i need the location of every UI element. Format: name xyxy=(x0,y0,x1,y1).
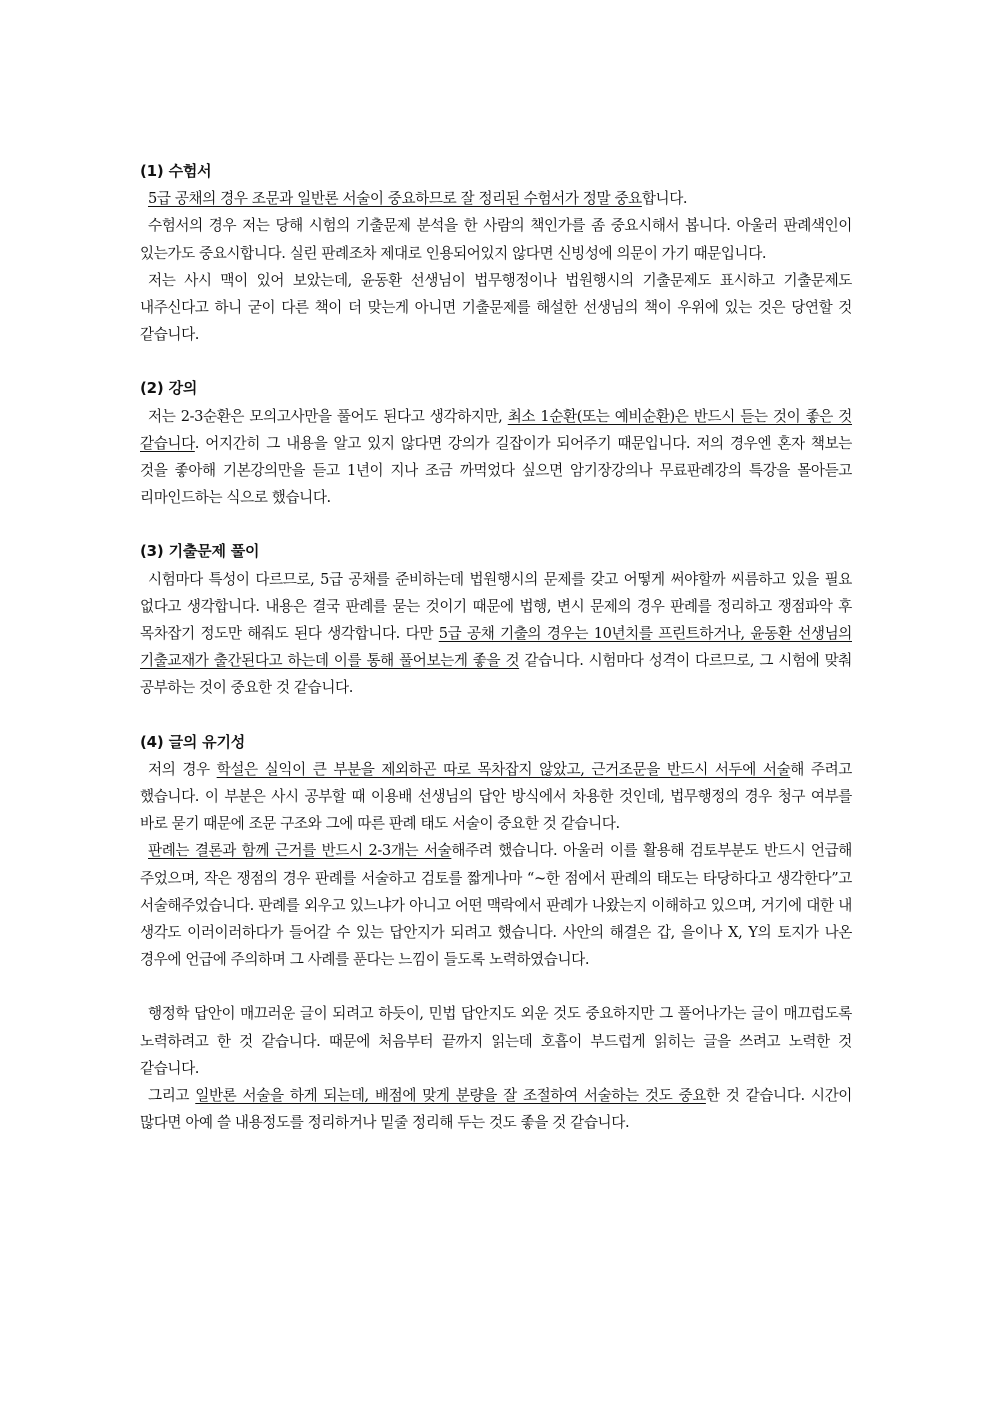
text-run: 저의 경우 xyxy=(148,760,217,778)
text-run: 저는 2-3순환은 모의고사만을 풀어도 된다고 생각하지만, xyxy=(148,407,508,425)
section-textbooks xyxy=(140,158,852,348)
text-run: 시험마다 특성이 다르므로, 5급 공채를 준비하는데 법원행시의 문제를 갖고 어떻게 써야할까 씨름하고 있을 필요 없다고 생각합니다. 내용은 결국 판례를 묻는 것이기 때문에 법행, 변시 문제의 경우 판례를 정리하고 쟁점파악 후 목차잡기 정도만 해줘도 된다 생각합니다. 다만 xyxy=(140,570,852,643)
text-run: 해 주려고 했습니다. 이 부분은 사시 공부할 때 이용배 선생님의 답안 방식에서 차용한 것인데, 법무행정의 경우 청구 여부를 바로 묻기 때문에 조문 구조와 그에 따른 판례 태도 서술이 중요한 것 같습니다. xyxy=(140,760,852,833)
paragraph xyxy=(140,1082,852,1136)
underlined-text: 판례는 결론과 함께 근거를 반드시 2-3개는 서술 xyxy=(148,842,452,860)
text-run: 합니다. xyxy=(641,190,688,208)
section-closing xyxy=(140,1000,852,1136)
paragraph xyxy=(140,212,852,266)
underlined-text: 5급 공채 기출의 경우는 10년치를 프린트하거나, 윤동환 선생님의 기출교재가 출간된다고 하는데 이를 통해 풀어보는게 좋을 것 xyxy=(140,625,852,670)
text-run: 한 것 같습니다. 시간이 많다면 아예 쓸 내용정도를 정리하거나 밑줄 정리해 두는 것도 좋을 것 같습니다. xyxy=(140,1087,852,1132)
underlined-text: 5급 공채의 경우 조문과 일반론 서술이 중요하므로 잘 정리된 수험서가 정말 중요 xyxy=(148,190,642,208)
text-run: 그리고 xyxy=(148,1087,196,1105)
section-heading: (1) 수험서 xyxy=(140,162,212,180)
text-run: 행정학 답안이 매끄러운 글이 되려고 하듯이, 민법 답안지도 외운 것도 중요하지만 그 풀어나가는 글이 매끄럽도록 노력하려고 한 것 같습니다. 때문에 처음부터 끝까지 읽는데 호흡이 부드럽게 읽히는 글을 쓰려고 노력한 것 같습니다. xyxy=(140,1005,852,1077)
paragraph xyxy=(140,185,852,212)
section-heading: (2) 강의 xyxy=(140,379,198,398)
underlined-text: 최소 1순환(또는 예비순환)은 반드시 듣는 것이 좋은 것 같습니다 xyxy=(140,407,853,452)
document-page xyxy=(140,158,852,1164)
paragraph xyxy=(140,267,852,349)
text-run: 같습니다. 시험마다 성격이 다르므로, 그 시험에 맞춰 공부하는 것이 중요한 것 같습니다. xyxy=(140,652,852,697)
section-past-exams xyxy=(140,538,852,701)
section-heading: (3) 기출문제 풀이 xyxy=(140,542,260,561)
underlined-text: 일반론 서술을 하게 되는데, 배점에 맞게 분량을 잘 조절하여 서술하는 것도 중요 xyxy=(195,1087,706,1105)
underlined-text: 학설은 실익이 큰 부분을 제외하곤 따로 목차잡지 않았고, 근거조문을 반드시 서두에 서술 xyxy=(216,760,791,778)
paragraph xyxy=(140,403,852,512)
paragraph xyxy=(140,566,852,702)
section-heading: (4) 글의 유기성 xyxy=(140,732,246,751)
text-run: . 어지간히 그 내용을 알고 있지 않다면 강의가 길잡이가 되어주기 때문입니다. 저의 경우엔 혼자 책보는 것을 좋아해 기본강의만을 듣고 1년이 지나 조금 까먹었다 싶으면 암기장강의나 무료판례강의 특강을 몰아듣고 리마인드하는 식으로 했습니다. xyxy=(140,434,852,507)
section-lectures xyxy=(140,375,852,511)
section-writing-coherence xyxy=(140,729,852,974)
text-run: 수험서의 경우 저는 당해 시험의 기출문제 분석을 한 사람의 책인가를 좀 중요시해서 봅니다. 아울러 판례색인이 있는가도 중요시합니다. 실린 판례조차 제대로 인용되어있지 않다면 신빙성에 의문이 가기 때문입니다. xyxy=(140,217,852,262)
text-run: 해주려 했습니다. 아울러 이를 활용해 검토부분도 반드시 언급해 주었으며, 작은 쟁점의 경우 판례를 서술하고 검토를 짧게나마 “~한 점에서 판례의 태도는 타당하다고 생각한다”고 서술해주었습니다. 판례를 외우고 있느냐가 아니고 어떤 맥락에서 판례가 나왔는지 이해하고 있으며, 거기에 대한 내 생각도 이러이러하다가 들어갈 수 있는 답안지가 되려고 했습니다. 사안의 해결은 갑, 을이나 X, Y의 토지가 나온 경우에 언급에 주의하며 그 사례를 푼다는 느낌이 들도록 노력하였습니다. xyxy=(140,842,852,969)
paragraph xyxy=(140,1000,852,1082)
paragraph xyxy=(140,756,852,838)
text-run: 저는 사시 맥이 있어 보았는데, 윤동환 선생님이 법무행정이나 법원행시의 기출문제도 표시하고 기출문제도 내주신다고 하니 굳이 다른 책이 더 맞는게 아니면 기출문제를 해설한 선생님의 책이 우위에 있는 것은 당연할 것 같습니다. xyxy=(140,271,852,344)
paragraph xyxy=(140,837,852,973)
